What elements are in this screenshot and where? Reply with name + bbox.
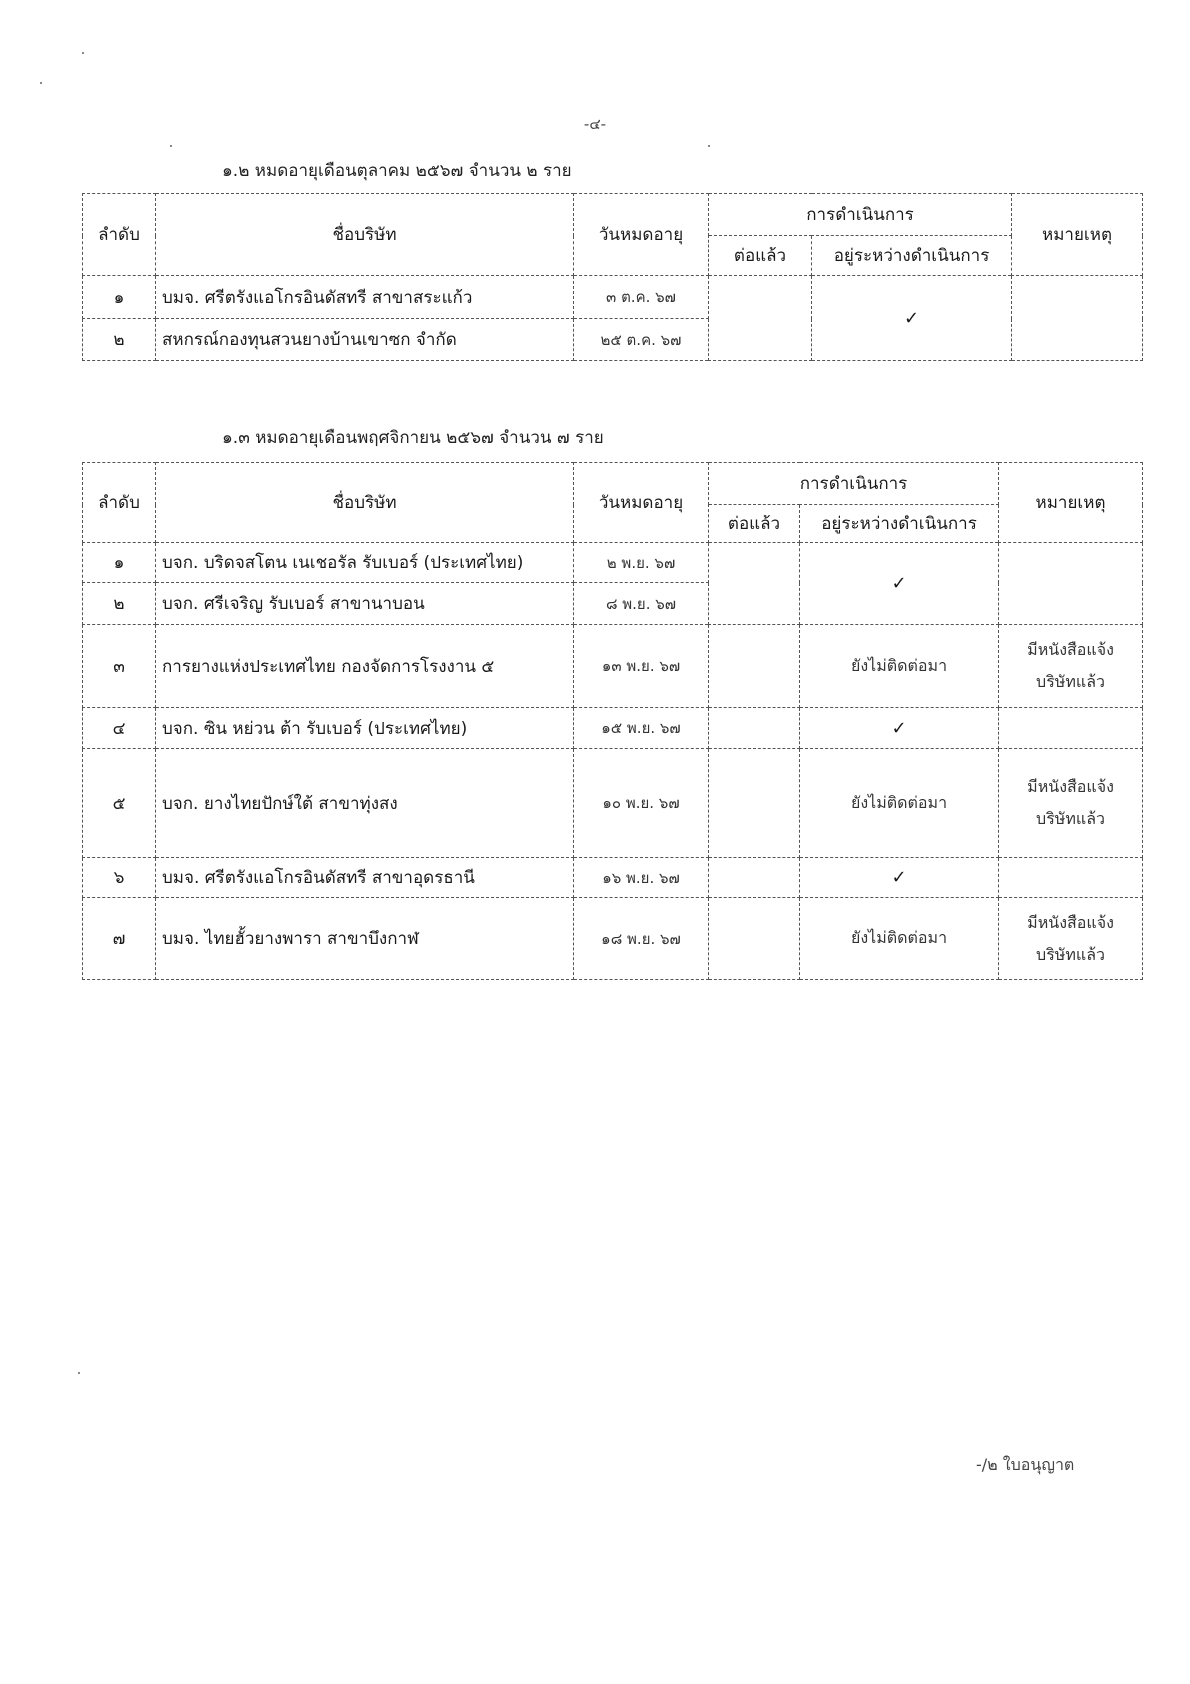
header-no: ลำดับ	[83, 463, 156, 543]
header-operation: การดำเนินการ	[709, 463, 999, 505]
header-expiry: วันหมดอายุ	[574, 194, 709, 276]
table-row	[83, 625, 1143, 708]
row-remark	[999, 749, 1143, 858]
header-in-progress: อยู่ระหว่างดำเนินการ	[800, 505, 999, 543]
row-no: ๕	[83, 749, 156, 858]
row-company: บจก. บริดจสโตน เนเชอรัล รับเบอร์ (ประเทศไทย)	[156, 543, 574, 583]
header-in-progress: อยู่ระหว่างดำเนินการ	[812, 236, 1012, 276]
check-mark-icon: ✓	[800, 858, 999, 898]
row-status: ยังไม่ติดต่อมา	[800, 898, 999, 980]
section-title-october: ๑.๒ หมดอายุเดือนตุลาคม ๒๕๖๗ จำนวน ๒ ราย	[222, 161, 572, 181]
table-row	[83, 858, 1143, 898]
remark-line: มีหนังสือแจ้ง	[1027, 912, 1114, 932]
row-no: ๑	[83, 276, 156, 319]
row-company: บจก. ซิน หย่วน ต้า รับเบอร์ (ประเทศไทย)	[156, 708, 574, 749]
section-title-november: ๑.๓ หมดอายุเดือนพฤศจิกายน ๒๕๖๗ จำนวน ๗ ราย	[222, 428, 604, 448]
row-expiry: ๑๘ พ.ย. ๖๗	[574, 898, 709, 980]
row-company: บมจ. ไทยฮั้วยางพารา สาขาบึงกาฬ	[156, 898, 574, 980]
row-remark	[999, 858, 1143, 898]
row-expiry: ๒๕ ต.ค. ๖๗	[574, 319, 709, 361]
row-renewed	[709, 276, 812, 361]
check-mark-icon: ✓	[800, 543, 999, 625]
table-row	[83, 276, 1143, 319]
header-company: ชื่อบริษัท	[156, 463, 574, 543]
table-row	[83, 543, 1143, 583]
row-no: ๒	[83, 583, 156, 625]
row-expiry: ๑๓ พ.ย. ๖๗	[574, 625, 709, 708]
header-remark: หมายเหตุ	[999, 463, 1143, 543]
row-no: ๗	[83, 898, 156, 980]
table-row	[83, 708, 1143, 749]
row-status: ยังไม่ติดต่อมา	[800, 625, 999, 708]
row-no: ๑	[83, 543, 156, 583]
scan-speck	[78, 1372, 80, 1374]
row-expiry: ๒ พ.ย. ๖๗	[574, 543, 709, 583]
row-expiry: ๑๖ พ.ย. ๖๗	[574, 858, 709, 898]
footer-reference: -/๒ ใบอนุญาต	[976, 1455, 1075, 1474]
row-expiry: ๘ พ.ย. ๖๗	[574, 583, 709, 625]
row-expiry: ๑๐ พ.ย. ๖๗	[574, 749, 709, 858]
row-no: ๔	[83, 708, 156, 749]
row-renewed	[709, 625, 800, 708]
row-no: ๒	[83, 319, 156, 361]
row-expiry: ๑๕ พ.ย. ๖๗	[574, 708, 709, 749]
row-no: ๓	[83, 625, 156, 708]
row-company: สหกรณ์กองทุนสวนยางบ้านเขาซก จำกัด	[156, 319, 574, 361]
row-renewed	[709, 708, 800, 749]
row-renewed	[709, 898, 800, 980]
row-company: บจก. ยางไทยปักษ์ใต้ สาขาทุ่งสง	[156, 749, 574, 858]
remark-line: มีหนังสือแจ้ง	[1027, 777, 1114, 796]
table-row	[83, 749, 1143, 858]
table-october-expiry	[82, 193, 1143, 361]
remark-line: บริษัทแล้ว	[1036, 672, 1105, 691]
row-company: บมจ. ศรีตรังแอโกรอินดัสทรี สาขาสระแก้ว	[156, 276, 574, 319]
remark-line: มีหนังสือแจ้ง	[1027, 640, 1114, 659]
row-expiry: ๓ ต.ค. ๖๗	[574, 276, 709, 319]
row-remark	[1012, 276, 1143, 361]
header-operation: การดำเนินการ	[709, 194, 1012, 236]
row-company: การยางแห่งประเทศไทย กองจัดการโรงงาน ๕	[156, 625, 574, 708]
row-remark	[999, 625, 1143, 708]
row-renewed	[709, 543, 800, 625]
remark-line: บริษัทแล้ว	[1036, 809, 1105, 828]
table-row	[83, 898, 1143, 980]
row-remark	[999, 708, 1143, 749]
check-mark-icon: ✓	[812, 276, 1012, 361]
row-company: บจก. ศรีเจริญ รับเบอร์ สาขานาบอน	[156, 583, 574, 625]
row-status: ยังไม่ติดต่อมา	[800, 749, 999, 858]
header-company: ชื่อบริษัท	[156, 194, 574, 276]
row-company: บมจ. ศรีตรังแอโกรอินดัสทรี สาขาอุดรธานี	[156, 858, 574, 898]
row-remark	[999, 543, 1143, 625]
header-renewed: ต่อแล้ว	[709, 236, 812, 276]
check-mark-icon: ✓	[800, 708, 999, 749]
table-november-expiry	[82, 462, 1143, 980]
row-remark	[999, 898, 1143, 980]
header-renewed: ต่อแล้ว	[709, 505, 800, 543]
scan-speck	[708, 145, 710, 147]
row-renewed	[709, 858, 800, 898]
row-no: ๖	[83, 858, 156, 898]
remark-line: บริษัทแล้ว	[1036, 944, 1105, 964]
page-number: -๔-	[583, 115, 607, 133]
scan-speck	[170, 145, 172, 147]
scan-speck	[40, 82, 42, 84]
header-no: ลำดับ	[83, 194, 156, 276]
header-remark: หมายเหตุ	[1012, 194, 1143, 276]
header-expiry: วันหมดอายุ	[574, 463, 709, 543]
row-renewed	[709, 749, 800, 858]
scan-speck	[82, 52, 84, 54]
